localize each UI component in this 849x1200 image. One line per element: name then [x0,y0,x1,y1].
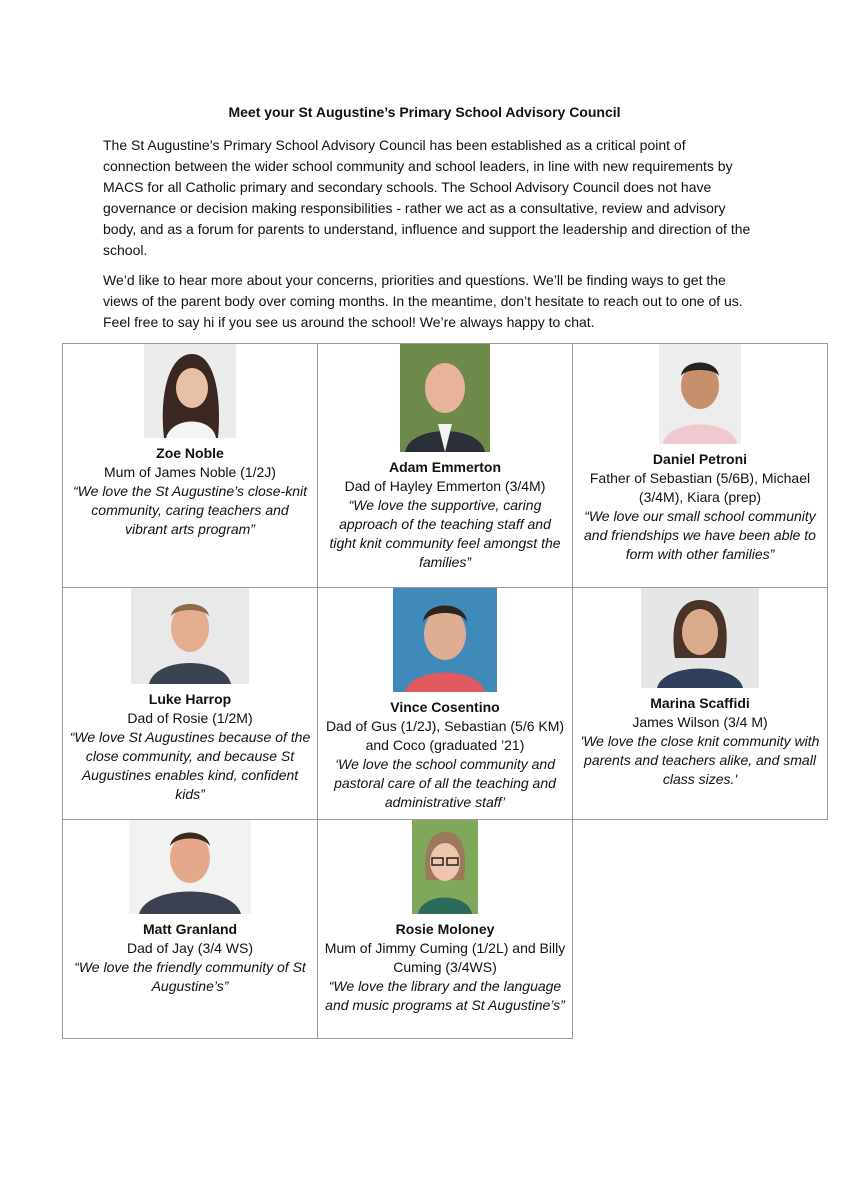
member-quote: “We love the friendly community of St Augustine’s” [74,959,306,994]
member-photo [659,344,741,444]
member-quote: 'We love the close knit community with parents and teachers alike, and small class sizes.' [580,733,820,787]
member-photo [641,588,759,688]
member-cell [63,820,318,1039]
member-name: Daniel Petroni [652,451,748,467]
member-photo [393,588,497,692]
member-name: Matt Granland [142,921,238,937]
member-cell [318,820,573,1039]
member-cell [318,344,573,588]
member-quote: ‘We love the school community and pastoral care of all the teaching and administrative staff’ [334,756,556,810]
member-quote: “We love the library and the language and music programs at St Augustine’s” [325,978,565,1013]
member-name: Marina Scaffidi [650,695,750,711]
member-photo [144,344,236,438]
member-name: Luke Harrop [148,691,232,707]
member-name: Adam Emmerton [388,459,502,475]
member-quote: “We love our small school community and friendships we have been able to form with other families” [584,508,816,562]
member-relation: Dad of Rosie (1/2M) [127,710,253,726]
member-relation: Father of Sebastian (5/6B), Michael (3/4M), Kiara (prep) [589,470,811,505]
council-members-table [62,343,828,1039]
intro-paragraph: The St Augustine’s Primary School Advisory Council has been established as a critical point of connection between the wider school community and school leaders, in line with new requirements by MACS for all Catholic primary and secondary schools. The School Advisory Council does not have governance or decision making responsibilities - rather we act as a consultative, review and advisory body, and as a forum for parents to understand, influence and support the leadership and direction of the school. [103,137,751,258]
member-photo [129,820,251,914]
intro-paragraph: We’d like to hear more about your concerns, priorities and questions. We’ll be finding ways to get the views of the parent body over coming months. In the meantime, don’t hesitate to reach out to one of us. Feel free to say hi if you see us around the school! We’re always happy to chat. [103,272,743,330]
member-quote: “We love the supportive, caring approach of the teaching staff and tight knit community feel amongst the families” [329,497,561,570]
member-cell [573,344,828,588]
member-quote: “We love St Augustines because of the close community, and because St Augustines enables kind, confident kids” [69,729,311,802]
member-relation: Dad of Hayley Emmerton (3/4M) [344,478,546,494]
member-relation: Mum of Jimmy Cuming (1/2L) and Billy Cuming (3/4WS) [324,940,566,975]
member-name: Zoe Noble [156,445,224,461]
member-photo [412,820,478,914]
member-cell [573,588,828,820]
member-relation: Mum of James Noble (1/2J) [104,464,276,480]
member-cell [63,588,318,820]
member-cell [63,344,318,588]
page-title: Meet your St Augustine’s Primary School Advisory Council [228,104,621,120]
member-relation: Dad of Gus (1/2J), Sebastian (5/6 KM) and Coco (graduated ’21) [325,718,565,753]
member-relation: James Wilson (3/4 M) [632,714,768,730]
member-photo [400,344,490,452]
member-name: Vince Cosentino [390,699,500,715]
member-photo [131,588,249,684]
member-name: Rosie Moloney [395,921,495,937]
member-cell [318,588,573,820]
member-relation: Dad of Jay (3/4 WS) [126,940,254,956]
member-quote: “We love the St Augustine’s close-knit community, caring teachers and vibrant arts program” [73,483,307,537]
empty-cell [573,820,828,1039]
